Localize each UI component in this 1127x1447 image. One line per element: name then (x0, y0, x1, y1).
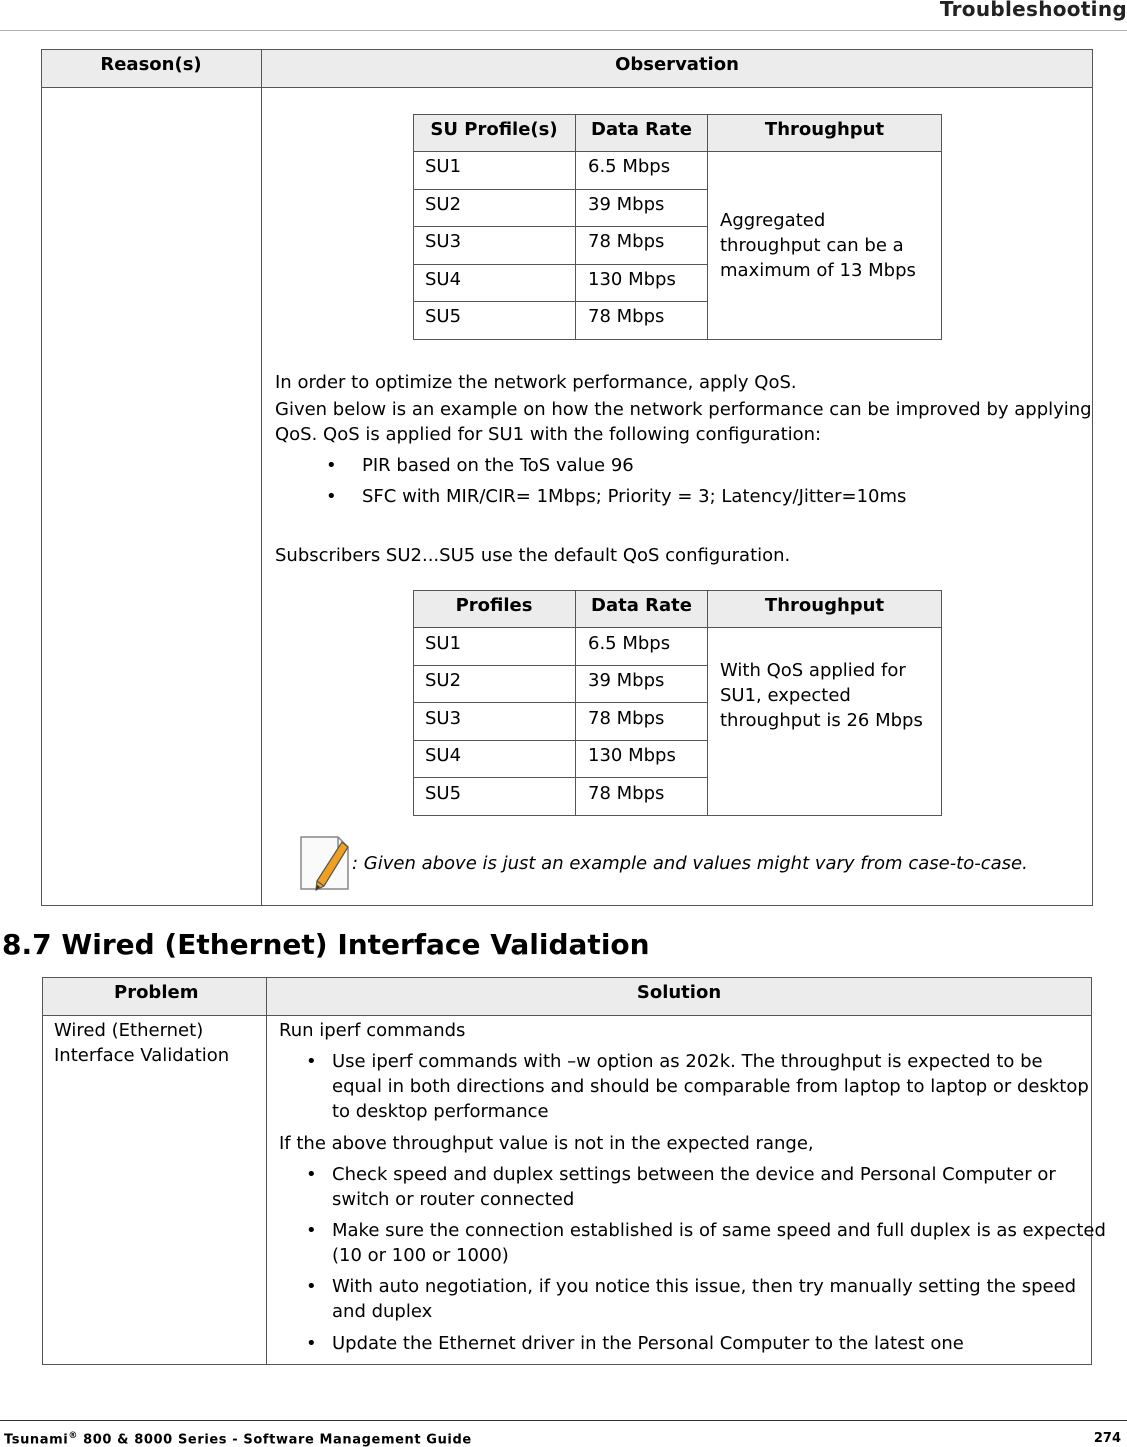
list-item (306, 1162, 1086, 1212)
qos-table-row-rule (413, 740, 707, 741)
su-table-profile: SU2 (425, 194, 462, 215)
su-table-header-profile: SU Profile(s) (430, 119, 558, 140)
table1-column-divider (261, 49, 262, 906)
su-table-row-rule (413, 264, 707, 265)
table1-header-observation: Observation (615, 54, 739, 75)
qos-table-header-rate: Data Rate (591, 595, 692, 616)
list-item-text: Use iperf commands with –w option as 202k. The throughput is expected to be (332, 1051, 1043, 1072)
list-item-text: Make sure the connection established is of same speed and full duplex is as expected (332, 1220, 1106, 1241)
paragraph: Subscribers SU2...SU5 use the default QoS configuration. (275, 545, 791, 566)
table1-header-reasons: Reason(s) (100, 54, 202, 75)
qos-table-row-rule (413, 665, 707, 666)
qos-table-row-rule (413, 702, 707, 703)
qos-table-profile: SU4 (425, 745, 462, 766)
qos-table-col-divider-2 (707, 590, 708, 816)
qos-table-profile: SU2 (425, 670, 462, 691)
list-item (306, 1274, 1086, 1324)
su-table-throughput-line: throughput can be a (720, 235, 904, 256)
qos-table-header-throughput: Throughput (764, 595, 885, 616)
registered-mark: ® (68, 1431, 78, 1441)
su-table-rate: 78 Mbps (588, 306, 665, 327)
list-item (306, 1049, 1089, 1124)
list-item (306, 1218, 1106, 1268)
qos-table-throughput-line: SU1, expected (720, 685, 851, 706)
footer-guide-title (4, 1431, 472, 1447)
bullet-icon: • (326, 455, 337, 476)
list-item (306, 1331, 1086, 1356)
su-table-profile: SU3 (425, 231, 462, 252)
su-table-rate: 130 Mbps (588, 269, 676, 290)
su-table-rate: 39 Mbps (588, 194, 665, 215)
list-item-text: and duplex (332, 1301, 433, 1322)
list-item-text: to desktop performance (332, 1101, 549, 1122)
footer-brand: Tsunami (4, 1432, 69, 1447)
paragraph: In order to optimize the network performance, apply QoS. (275, 372, 797, 393)
bullet-icon: • (306, 1051, 317, 1072)
su-table-rate: 78 Mbps (588, 231, 665, 252)
bullet-icon: • (326, 486, 337, 507)
section-title: 8.7 Wired (Ethernet) Interface Validation (2, 928, 650, 961)
qos-table-profile: SU1 (425, 633, 462, 654)
list-item-text: Update the Ethernet driver in the Personal Computer to the latest one (332, 1333, 964, 1354)
table2-header-problem: Problem (114, 982, 199, 1003)
qos-table-throughput-line: With QoS applied for (720, 660, 906, 681)
list-item-text: SFC with MIR/CIR= 1Mbps; Priority = 3; Latency/Jitter=10ms (362, 486, 907, 507)
qos-table-rate: 39 Mbps (588, 670, 665, 691)
paragraph: Given below is an example on how the network performance can be improved by applying (275, 399, 1092, 420)
qos-table-profile: SU5 (425, 783, 462, 804)
footer-divider (0, 1420, 1127, 1421)
list-item-text: Check speed and duplex settings between the device and Personal Computer or (332, 1164, 1056, 1185)
list-item-text: switch or router connected (332, 1189, 575, 1210)
bullet-icon: • (306, 1333, 317, 1354)
su-table-header-rule (413, 151, 942, 152)
qos-table-header-rule (413, 627, 942, 628)
qos-table-profile: SU3 (425, 708, 462, 729)
bullet-icon: • (306, 1164, 317, 1185)
list-item-text: equal in both directions and should be comparable from laptop to laptop or desktop (332, 1076, 1089, 1097)
footer-guide-name: 800 & 8000 Series - Software Management Guide (77, 1432, 472, 1447)
bullet-icon: • (306, 1220, 317, 1241)
su-table-throughput-line: maximum of 13 Mbps (720, 260, 916, 281)
qos-table-row-rule (413, 777, 707, 778)
su-table-header-throughput: Throughput (764, 119, 885, 140)
su-table-row-rule (413, 301, 707, 302)
su-table-col-divider-1 (575, 114, 576, 340)
solution-intro: Run iperf commands (279, 1020, 466, 1041)
problem-text-line: Interface Validation (54, 1045, 230, 1066)
list-item-text: (10 or 100 or 1000) (332, 1245, 509, 1266)
qos-table-rate: 6.5 Mbps (588, 633, 671, 654)
solution-mid: If the above throughput value is not in the expected range, (279, 1133, 814, 1154)
su-table-header-rate: Data Rate (591, 119, 692, 140)
su-table-row-rule (413, 226, 707, 227)
problem-text-line: Wired (Ethernet) (54, 1020, 204, 1041)
qos-table-rate: 78 Mbps (588, 783, 665, 804)
page-number: 274 (1093, 1431, 1121, 1446)
su-table-col-divider-2 (707, 114, 708, 340)
note-pencil-icon (298, 834, 352, 892)
qos-table-throughput-line: throughput is 26 Mbps (720, 710, 923, 731)
su-table (413, 114, 942, 340)
note-text: : Given above is just an example and values might vary from case-to-case. (352, 853, 1028, 874)
page-header-title: Troubleshooting (939, 0, 1127, 21)
paragraph: QoS. QoS is applied for SU1 with the following configuration: (275, 424, 822, 445)
qos-table (413, 590, 942, 816)
su-table-rate: 6.5 Mbps (588, 156, 671, 177)
su-table-throughput-line: Aggregated (720, 210, 826, 231)
su-table-profile: SU1 (425, 156, 462, 177)
list-item-text: With auto negotiation, if you notice this issue, then try manually setting the speed (332, 1276, 1077, 1297)
table2-column-divider (266, 977, 267, 1365)
qos-table-header-profiles: Profiles (455, 595, 533, 616)
qos-table-col-divider-1 (575, 590, 576, 816)
header-divider (0, 30, 1127, 31)
su-table-profile: SU4 (425, 269, 462, 290)
su-table-row-rule (413, 189, 707, 190)
list-item-text: PIR based on the ToS value 96 (362, 455, 634, 476)
table2-header-solution: Solution (636, 982, 722, 1003)
bullet-icon: • (306, 1276, 317, 1297)
qos-table-rate: 130 Mbps (588, 745, 676, 766)
qos-table-rate: 78 Mbps (588, 708, 665, 729)
su-table-profile: SU5 (425, 306, 462, 327)
